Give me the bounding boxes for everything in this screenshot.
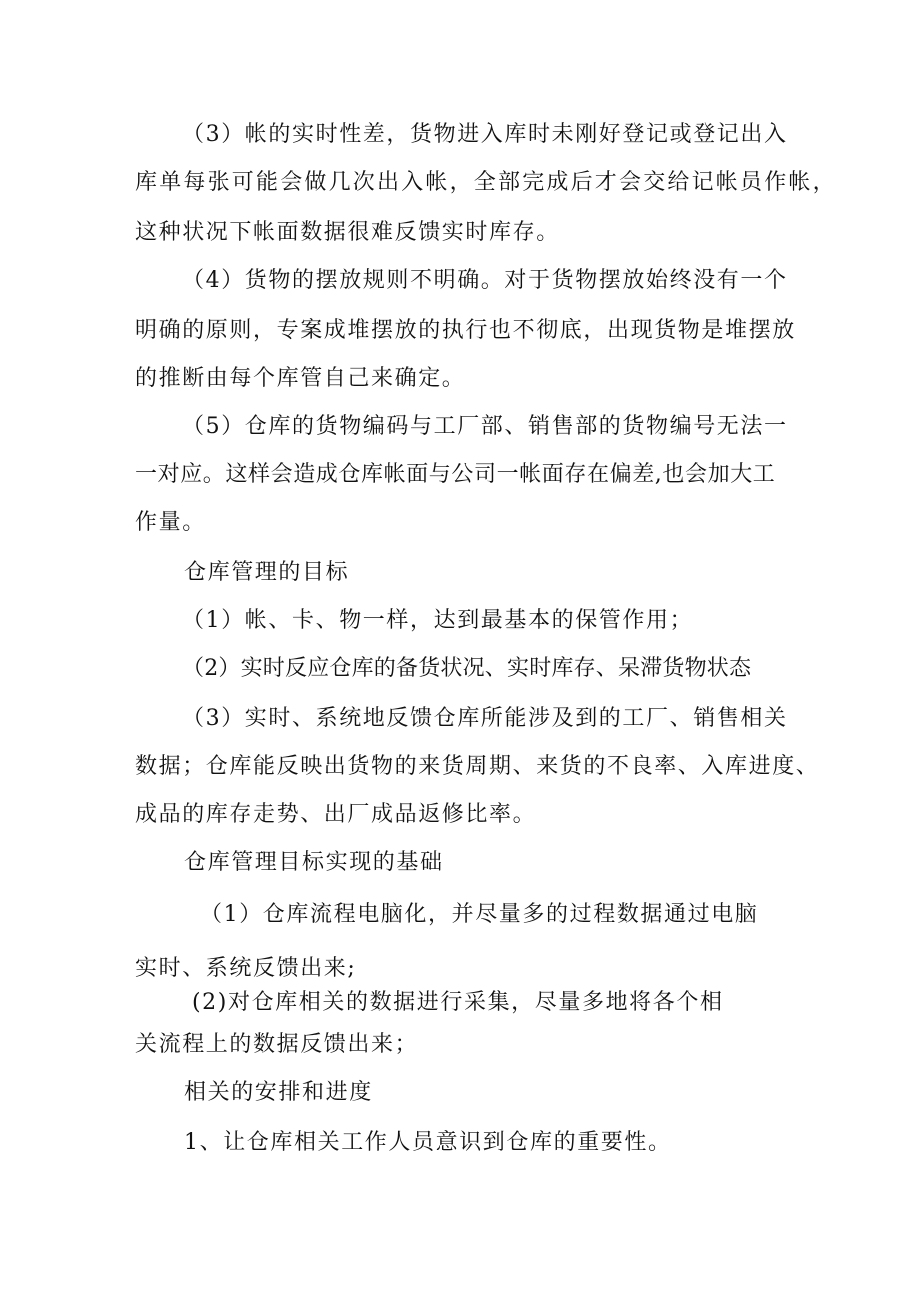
paragraph-5-line-1: （5）仓库的货物编码与工厂部、销售部的货物编号无法一: [182, 414, 788, 439]
paragraph-3-line-1: （3）帐的实时性差，货物进入库时未刚好登记或登记出入: [182, 122, 788, 147]
paragraph-4-line-3: 的推断由每个库管自己来确定。: [135, 366, 466, 391]
basis-item-1-line-1: （1）仓库流程电脑化，并尽量多的过程数据通过电脑: [200, 902, 759, 927]
goal-item-3-line-3: 成品的库存走势、出厂成品返修比率。: [135, 802, 537, 827]
paragraph-5-line-2: 一对应。这样会造成仓库帐面与公司一帐面存在偏差,也会加大工: [135, 462, 776, 487]
arrangement-item-1: 1、让仓库相关工作人员意识到仓库的重要性。: [184, 1130, 672, 1155]
section-heading-arrangement: 相关的安排和进度: [184, 1080, 373, 1105]
basis-item-1-line-2: 实时、系统反馈出来;: [135, 956, 357, 981]
paragraph-5-line-3: 作量。: [135, 510, 206, 535]
section-heading-basis: 仓库管理目标实现的基础: [184, 850, 444, 875]
basis-item-2-line-2: 关流程上的数据反馈出来；: [135, 1032, 419, 1057]
paragraph-4-line-2: 明确的原则，专案成堆摆放的执行也不彻底，出现货物是堆摆放: [135, 318, 796, 343]
paragraph-3-line-3: 这种状况下帐面数据很难反馈实时库存。: [135, 220, 560, 245]
basis-item-2-line-1: (2)对仓库相关的数据进行采集，尽量多地将各个相: [192, 990, 724, 1015]
paragraph-3-line-2: 库单每张可能会做几次出入帐，全部完成后才会交给记帐员作帐，: [135, 170, 837, 195]
goal-item-2: （2）实时反应仓库的备货状况、实时库存、呆滞货物状态: [182, 656, 752, 681]
goal-item-1: （1）帐、卡、物一样，达到最基本的保管作用；: [182, 608, 694, 633]
goal-item-3-line-1: （3）实时、系统地反馈仓库所能涉及到的工厂、销售相关: [182, 706, 788, 731]
paragraph-4-line-1: （4）货物的摆放规则不明确。对于货物摆放始终没有一个: [182, 268, 788, 293]
section-heading-goals: 仓库管理的目标: [184, 560, 350, 585]
goal-item-3-line-2: 数据；仓库能反映出货物的来货周期、来货的不良率、入库进度、: [135, 754, 820, 779]
